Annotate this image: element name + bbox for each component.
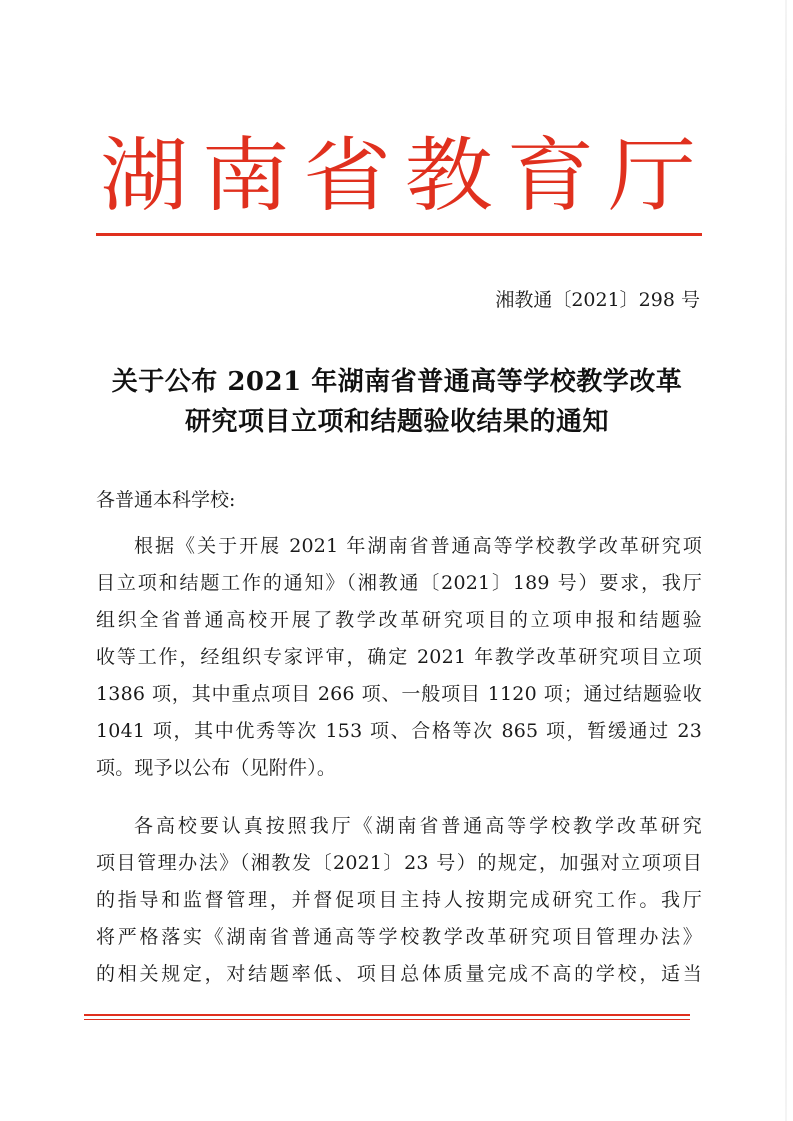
paragraph-line: 组织全省普通高校开展了教学改革研究项目的立项申报和结题验 [96, 609, 702, 631]
masthead-char: 厅 [607, 128, 696, 223]
masthead-char: 省 [303, 128, 392, 223]
title-line: 关于公布 2021 年湖南省普通高等学校教学改革 [111, 367, 683, 397]
paragraph-line: 项。现予以公布（见附件）。 [96, 757, 337, 779]
paragraph-line: 各高校要认真按照我厅《湖南省普通高等学校教学改革研究 [134, 815, 702, 837]
title-line: 研究项目立项和结题验收结果的通知 [184, 407, 609, 437]
paragraph-line: 1041 项，其中优秀等次 153 项、合格等次 865 项，暂缓通过 23 [96, 720, 702, 742]
masthead-char: 教 [404, 128, 493, 223]
document-title [80, 362, 714, 442]
paragraph-1 [96, 528, 702, 787]
paragraph-line: 将严格落实《湖南省普通高等学校教学改革研究项目管理办法》 [96, 926, 702, 948]
salutation: 各普通本科学校: [96, 489, 236, 511]
paragraph-line: 项目管理办法》（湘教发〔2021〕23 号）的规定，加强对立项项目 [96, 852, 702, 874]
masthead-char: 育 [506, 128, 595, 223]
paragraph-line: 根据《关于开展 2021 年湖南省普通高等学校教学改革研究项 [134, 535, 702, 557]
paragraph-line: 目立项和结题工作的通知》（湘教通〔2021〕189 号）要求，我厅 [96, 572, 702, 594]
paragraph-line: 的相关规定，对结题率低、项目总体质量完成不高的学校，适当 [96, 963, 702, 985]
masthead-org-name [96, 126, 700, 226]
paragraph-line: 的指导和监督管理，并督促项目主持人按期完成研究工作。我厅 [96, 889, 702, 911]
footer-red-rule-thin [84, 1019, 690, 1020]
paragraph-line: 收等工作，经组织专家评审，确定 2021 年教学改革研究项目立项 [96, 646, 702, 668]
document-number: 湘教通〔2021〕298 号 [495, 289, 700, 311]
masthead-char: 南 [201, 128, 290, 223]
masthead-red-rule [96, 233, 702, 236]
paragraph-2 [96, 808, 702, 993]
scan-edge-shadow [785, 0, 787, 1121]
paragraph-line: 1386 项，其中重点项目 266 项、一般项目 1120 项；通过结题验收 [96, 683, 702, 705]
masthead-char: 湖 [99, 128, 188, 223]
footer-red-rule [84, 1014, 690, 1016]
